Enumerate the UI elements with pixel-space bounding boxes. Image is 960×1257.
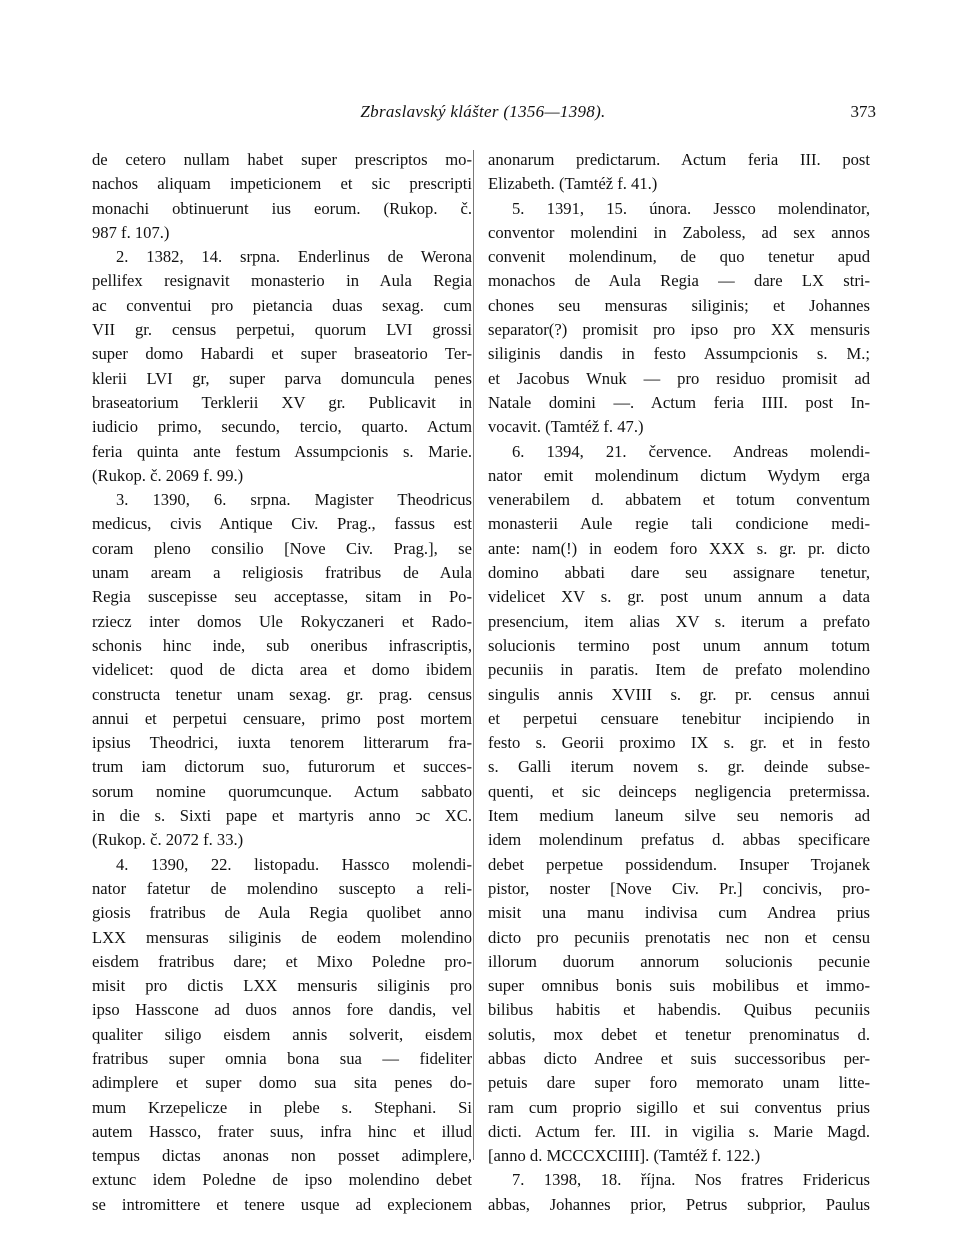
text-line: debet perpetue possidendum. Insuper Trojanek	[488, 854, 870, 874]
text-line: LXX mensuras siliginis de eodem molendino	[92, 927, 472, 947]
text-line: 3. 1390, 6. srpna. Magister Theodricus	[116, 490, 472, 510]
text-line: 2. 1382, 14. srpna. Enderlinus de Werona	[116, 247, 472, 267]
text-line: abbas dicto Andree et suis successoribus per-	[488, 1048, 870, 1068]
text-line: [anno d. MCCCXCIIII]. (Tamtéž f. 122.)	[488, 1146, 761, 1166]
text-line: iudicio primo, secundo, tercio, quarto. Actum	[92, 417, 472, 437]
text-line: se intromittere et tenere usque ad explecionem	[92, 1194, 472, 1214]
text-line: s. Galli iterum novem s. gr. deinde subse-	[488, 757, 870, 777]
text-line: adimplere et super domo sua sita penes do-	[92, 1073, 472, 1093]
text-line: 6. 1394, 21. července. Andreas molendi-	[512, 441, 870, 461]
text-line: ac conventui pro pietancia duas sexag. cum	[92, 295, 472, 315]
text-line: nator fatetur de molendino suscepto a reli-	[92, 878, 472, 898]
text-line: annui et perpetui censuare, primo post mortem	[92, 708, 472, 728]
text-line: et Jacobus Wnuk — pro residuo promisit ad	[488, 368, 870, 388]
left-column	[92, 148, 472, 1217]
text-line: 987 f. 107.)	[92, 222, 170, 242]
text-line: mum Krzepelicze in plebe s. Stephani. Si	[92, 1097, 472, 1117]
text-line: medicus, civis Antique Civ. Prag., fassus est	[92, 514, 472, 534]
text-line: misit una manu indivisa cum Andrea prius	[488, 903, 870, 923]
text-line: schonis hinc inde, sub oneribus infrascriptis,	[92, 635, 472, 655]
text-line: qualiter siligo eisdem annis solverit, eisdem	[92, 1024, 472, 1044]
text-line: pistor, noster [Nove Civ. Pr.] concivis, pro-	[488, 878, 870, 898]
text-line: quenti, et sic deinceps negligencia pretermissa.	[488, 781, 870, 801]
text-line: singulis annis XVIII s. gr. pr. census annui	[488, 684, 870, 704]
text-line: extunc idem Poledne de ipso molendino debet	[92, 1170, 472, 1190]
text-line: et perpetui censuare tenebitur incipiendo in	[488, 708, 870, 728]
text-line: VII gr. census perpetui, quorum LVI grossi	[92, 320, 472, 340]
text-line: ram cum proprio sigillo et sui conventus prius	[488, 1097, 870, 1117]
text-line: in die s. Sixti pape et martyris anno ↄc XC.	[92, 806, 472, 826]
text-line: coram pleno consilio [Nove Civ. Prag.], se	[92, 538, 472, 558]
right-column	[488, 148, 870, 1217]
running-title: Zbraslavský klášter (1356—1398).	[360, 102, 606, 121]
text-line: autem Hassco, frater suus, infra hinc et illud	[92, 1121, 472, 1141]
text-line: presencium, item alias XV s. iterum a prefato	[488, 611, 870, 631]
text-line: monasterii Aule regie tali condicione medi-	[488, 514, 870, 534]
text-line: venerabilem d. abbatem et totum conventum	[488, 490, 870, 510]
text-line: nator emit molendinum dictum Wydym erga	[488, 465, 870, 485]
text-line: separator(?) promisit pro ipso pro XX mensuris	[488, 320, 870, 340]
text-line: trum iam dictorum suo, futurorum et succes-	[92, 757, 472, 777]
text-line: vocavit. (Tamtéž f. 47.)	[488, 417, 644, 437]
text-line: (Rukop. č. 2072 f. 33.)	[92, 830, 244, 850]
column-divider	[473, 150, 474, 1160]
page-number: 373	[850, 102, 876, 121]
text-line: ante: nam(!) in eodem foro XXX s. gr. pr. dicto	[488, 538, 870, 558]
text-line: pellifex resignavit monasterio in Aula Regia	[92, 271, 472, 291]
text-line: solutis, mox debet et tenetur prenominatus d.	[488, 1024, 870, 1044]
text-line: ipsius Theodrici, iuxta tenorem litterarum fra-	[92, 733, 472, 753]
text-line: monachi obtinuerunt ius eorum. (Rukop. č.	[92, 198, 472, 218]
text-line: monachos de Aula Regia — dare LX stri-	[488, 271, 870, 291]
text-line: pecuniis in paratis. Item de prefato molendino	[488, 660, 870, 680]
text-line: videlicet XV s. gr. post unum annum a data	[488, 587, 870, 607]
text-line: nachos aliquam impeticionem et sic prescripti	[92, 174, 472, 194]
text-line: sorum nomine quorumcunque. Actum sabbato	[92, 781, 472, 801]
text-line: bilibus habitis et habendis. Quibus pecuniis	[488, 1000, 870, 1020]
text-line: (Rukop. č. 2069 f. 99.)	[92, 465, 244, 485]
text-line: super domo Habardi et super braseatorio Ter-	[92, 344, 472, 364]
text-line: videlicet: quod de dicta area et domo ibidem	[92, 660, 472, 680]
text-line: constructa tenetur unam sexag. gr. prag. census	[92, 684, 472, 704]
text-line: feria quinta ante festum Assumpcionis s. Marie.	[92, 441, 472, 461]
text-line: anonarum predictarum. Actum feria III. post	[488, 150, 870, 169]
text-line: Item medium laneum silve seu nemoris ad	[488, 806, 870, 826]
text-line: chones seu mensuras siliginis; et Johannes	[488, 295, 870, 315]
text-line: 5. 1391, 15. února. Jessco molendinator,	[512, 198, 870, 218]
text-line: tempus dictas anonas non posset adimplere,	[92, 1146, 472, 1166]
text-line: dicti. Actum fer. III. in vigilia s. Marie Magd.	[488, 1121, 870, 1141]
text-line: Regia suscepisse seu acceptasse, sitam in Po-	[92, 587, 472, 607]
text-line: dicto pro pecuniis prenotatis nec non et censu	[488, 927, 870, 947]
text-line: super omnibus bonis suis mobilibus et immo-	[488, 976, 870, 996]
text-line: 4. 1390, 22. listopadu. Hassco molendi-	[116, 854, 472, 874]
text-line: solucionis termino post unum annum totum	[488, 635, 870, 655]
text-line: de cetero nullam habet super prescriptos mo-	[92, 150, 472, 169]
text-line: siliginis dandis in festo Assumpcionis s. M.;	[488, 344, 870, 364]
text-line: convenit molendinum, de quo tenetur apud	[488, 247, 870, 267]
text-line: idem molendinum prefatus d. abbas specificare	[488, 830, 870, 850]
text-line: 7. 1398, 18. října. Nos fratres Fridericus	[512, 1170, 870, 1190]
text-line: Natale domini —. Actum feria IIII. post In-	[488, 392, 870, 412]
text-line: eisdem fratribus dare; et Mixo Poledne pro-	[92, 951, 472, 971]
text-line: festo s. Georii proximo IX s. gr. et in festo	[488, 733, 870, 753]
text-line: abbas, Johannes prior, Petrus subprior, Paulus	[488, 1194, 870, 1214]
text-line: rziecz inter domos Ule Rokyczaneri et Rado-	[92, 611, 472, 631]
text-line: conventor molendini in Zaboless, ad sex annos	[488, 222, 870, 242]
text-line: ipso Hasscone ad duos annos fore dandis, vel	[92, 1000, 472, 1020]
text-line: giosis fratribus de Aula Regia quolibet anno	[92, 903, 472, 923]
text-line: braseatorium Terklerii XV gr. Publicavit in	[92, 392, 472, 412]
text-line: fratribus super omnia bona sua — fideliter	[92, 1048, 472, 1068]
text-line: unam aream a religiosis fratribus de Aula	[92, 563, 472, 583]
text-line: Elizabeth. (Tamtéž f. 41.)	[488, 174, 658, 194]
text-line: misit pro dictis LXX mensuris siliginis pro	[92, 976, 472, 996]
running-head	[90, 102, 876, 126]
text-line: domino abbati dare seu assignare tenetur,	[488, 563, 870, 583]
text-line: petuis dare super foro memorato unam litte-	[488, 1073, 870, 1093]
text-line: illorum duorum annorum solucionis pecunie	[488, 951, 870, 971]
text-line: klerii LVI gr, super parva domuncula penes	[92, 368, 472, 388]
